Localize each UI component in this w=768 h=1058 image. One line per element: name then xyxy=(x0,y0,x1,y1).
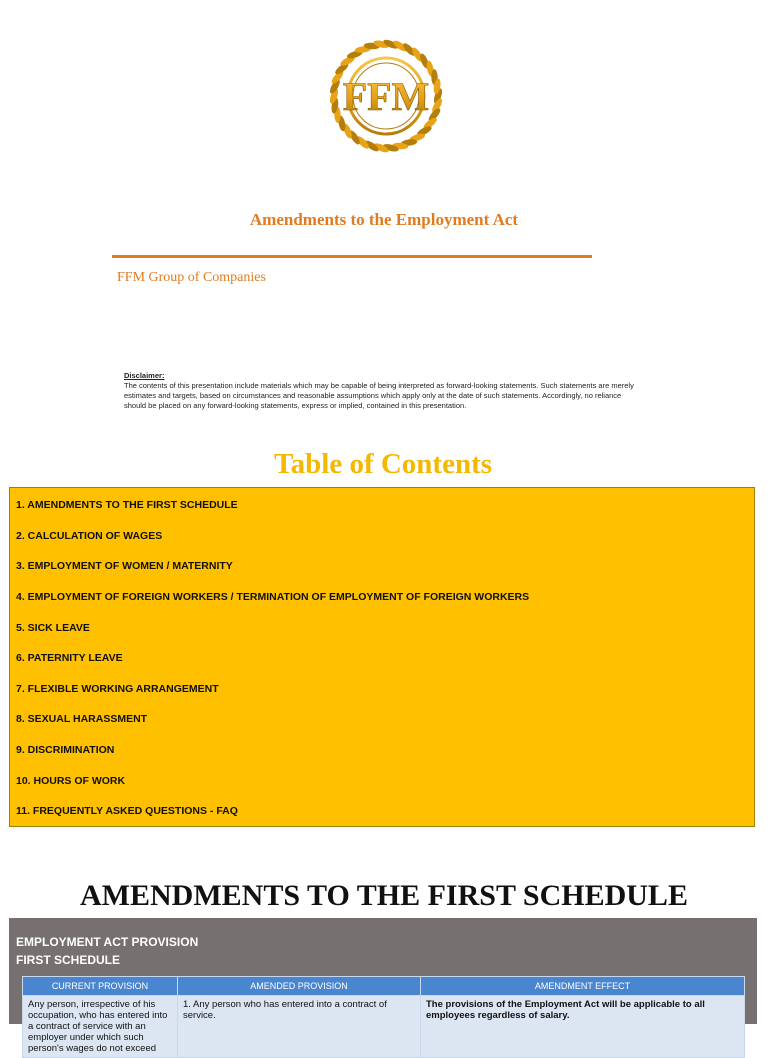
toc-item[interactable]: 1. AMENDMENTS TO THE FIRST SCHEDULE xyxy=(16,499,238,511)
toc-title: Table of Contents xyxy=(273,448,493,480)
company-name: FFM Group of Companies xyxy=(117,270,266,285)
document-title: Amendments to the Employment Act xyxy=(249,210,519,229)
panel-heading xyxy=(16,933,198,969)
toc-item[interactable]: 5. SICK LEAVE xyxy=(16,622,90,634)
toc-item[interactable]: 3. EMPLOYMENT OF WOMEN / MATERNITY xyxy=(16,560,233,572)
logo-text: FFM xyxy=(342,74,430,119)
disclaimer xyxy=(124,371,634,411)
column-header: AMENDMENT EFFECT xyxy=(421,977,745,996)
panel-heading-line2: FIRST SCHEDULE xyxy=(16,953,121,967)
toc-item[interactable]: 9. DISCRIMINATION xyxy=(16,744,115,756)
ffm-logo xyxy=(318,30,454,162)
amended-provision-cell: 1. Any person who has entered into a contract of service. xyxy=(178,996,421,1058)
toc-item[interactable]: 10. HOURS OF WORK xyxy=(16,775,126,787)
disclaimer-text: The contents of this presentation include materials which may be capable of being interpreted as forward-looking statements. Such statements are merely estimates and targets, based on circumstances and reasonable assumptions which apply only at the date of such statements. Accordingly, no reliance should be placed on any forward-looking statements, express or implied, contained in this presentation. xyxy=(124,381,634,410)
amendment-effect-cell: The provisions of the Employment Act will be applicable to all employees regardless of salary. xyxy=(421,996,745,1058)
toc-item[interactable]: 8. SEXUAL HARASSMENT xyxy=(16,713,148,725)
disclaimer-label: Disclaimer: xyxy=(124,371,165,380)
table-of-contents xyxy=(9,487,755,827)
toc-item[interactable]: 7. FLEXIBLE WORKING ARRANGEMENT xyxy=(16,683,219,695)
toc-item[interactable]: 11. FREQUENTLY ASKED QUESTIONS - FAQ xyxy=(16,805,238,817)
toc-item[interactable]: 4. EMPLOYMENT OF FOREIGN WORKERS / TERMINATION OF EMPLOYMENT OF FOREIGN WORKERS xyxy=(16,591,530,603)
toc-item[interactable]: 2. CALCULATION OF WAGES xyxy=(16,530,163,542)
panel-heading-line1: EMPLOYMENT ACT PROVISION xyxy=(16,935,199,949)
current-provision-cell: Any person, irrespective of his occupation, who has entered into a contract of service with an employer under which such person's wages do not exceed xyxy=(23,996,178,1058)
provision-panel xyxy=(9,918,757,1054)
column-header: AMENDED PROVISION xyxy=(178,977,421,996)
provision-table xyxy=(22,976,745,1058)
toc-item[interactable]: 6. PATERNITY LEAVE xyxy=(16,652,123,664)
column-header: CURRENT PROVISION xyxy=(23,977,178,996)
section-title: AMENDMENTS TO THE FIRST SCHEDULE xyxy=(80,879,688,912)
table-row xyxy=(23,996,745,1058)
title-divider xyxy=(112,255,592,258)
